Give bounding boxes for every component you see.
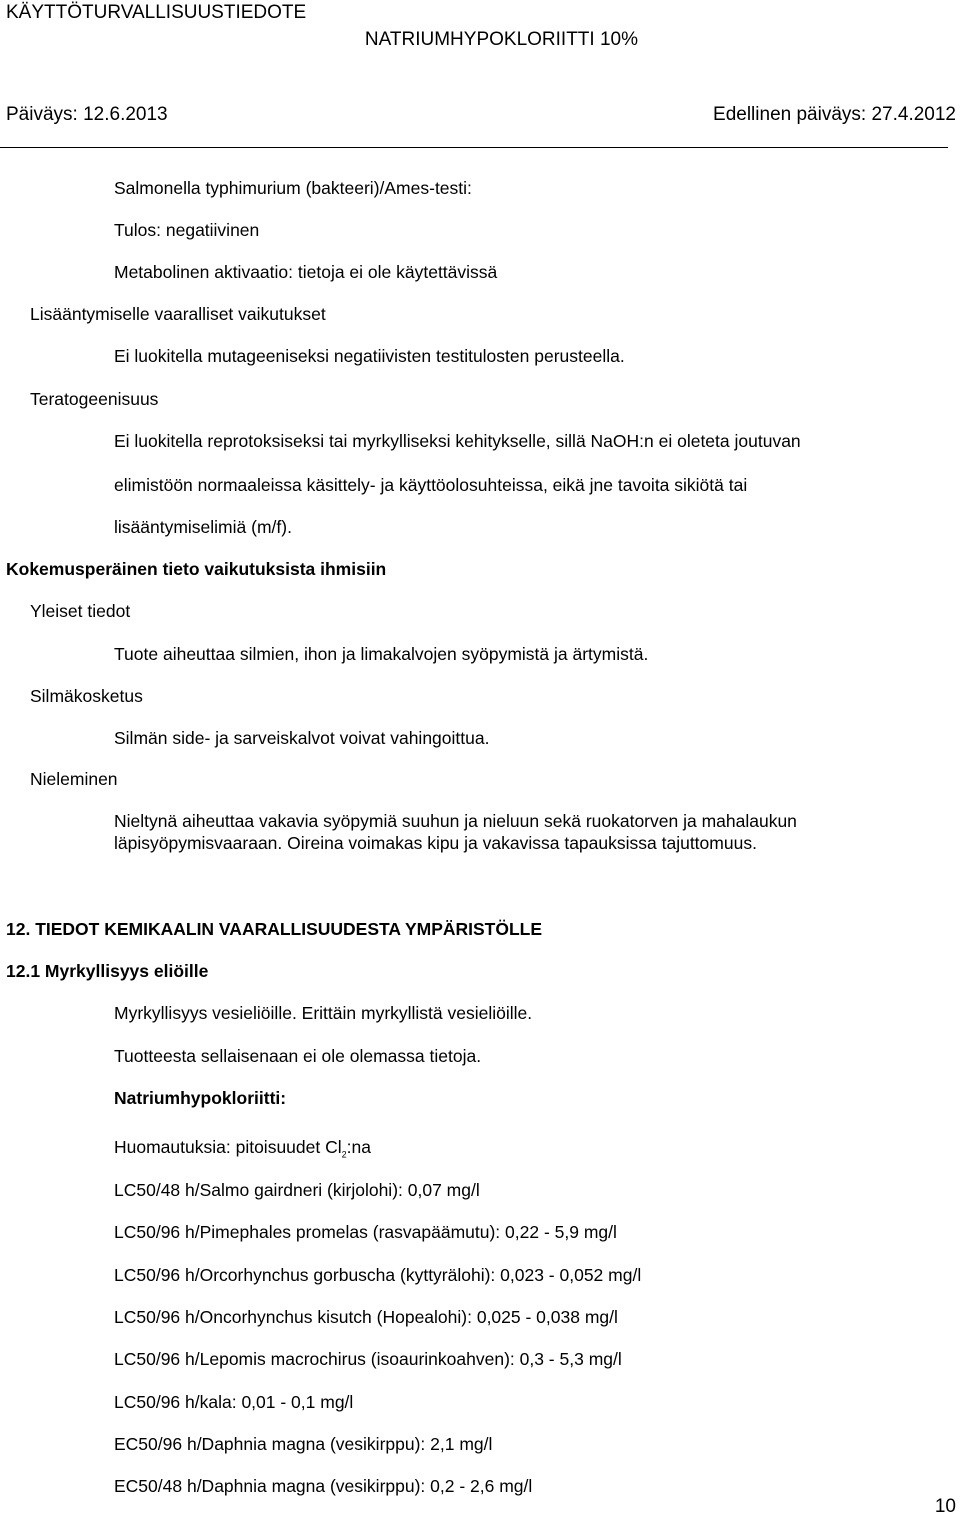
- eye-contact-text: Silmän side- ja sarveiskalvot voivat vahingoittua.: [114, 728, 490, 748]
- product-name: NATRIUMHYPOKLORIITTI 10%: [364, 29, 638, 50]
- teratogenicity-line-1: Ei luokitella reprotoksiseksi tai myrkylliseksi kehitykselle, sillä NaOH:n ei oleteta joutuvan: [114, 431, 801, 451]
- toxicity-value: LC50/96 h/Orcorhynchus gorbuscha (kyttyrälohi): 0,023 - 0,052 mg/l: [114, 1265, 642, 1285]
- teratogenicity-line-3: lisääntymiselimiä (m/f).: [114, 517, 292, 537]
- ingestion-text: Nieltynä aiheuttaa vakavia syöpymiä suuhun ja nieluun sekä ruokatorven ja mahalaukun läpisyöpymisvaaraan. Oireina voimakas kipu ja vakavissa tapauksissa tajuttomuus.: [114, 811, 797, 853]
- substance-heading: Natriumhypokloriitti:: [114, 1088, 287, 1108]
- concentration-note: [114, 1136, 371, 1166]
- toxicity-value: LC50/96 h/Lepomis macrochirus (isoaurinkoahven): 0,3 - 5,3 mg/l: [114, 1349, 622, 1369]
- header-divider: [0, 147, 948, 148]
- ames-test: Salmonella typhimurium (bakteeri)/Ames-testi:: [114, 178, 472, 198]
- reproductive-heading: Lisääntymiselle vaaralliset vaikutukset: [30, 304, 326, 324]
- teratogenicity-heading: Teratogeenisuus: [30, 389, 159, 409]
- section-12-1-heading: 12.1 Myrkyllisyys eliöille: [6, 961, 209, 981]
- ames-result: Tulos: negatiivinen: [114, 220, 260, 240]
- previous-date: Edellinen päiväys: 27.4.2012: [713, 104, 956, 125]
- concentration-note-suffix: :na: [346, 1137, 371, 1157]
- general-info-label: Yleiset tiedot: [30, 601, 131, 621]
- toxicity-value: LC50/96 h/Oncorhynchus kisutch (Hopealohi): 0,025 - 0,038 mg/l: [114, 1307, 618, 1327]
- document-title: KÄYTTÖTURVALLISUUSTIEDOTE: [6, 2, 307, 23]
- toxicity-value: EC50/48 h/Daphnia magna (vesikirppu): 0,2 - 2,6 mg/l: [114, 1476, 533, 1496]
- teratogenicity-line-2: elimistöön normaaleissa käsittely- ja käyttöolosuhteissa, eikä jne tavoita sikiötä tai: [114, 475, 748, 495]
- toxicity-value: EC50/96 h/Daphnia magna (vesikirppu): 2,1 mg/l: [114, 1434, 493, 1454]
- no-product-data-text: Tuotteesta sellaisenaan ei ole olemassa tietoja.: [114, 1046, 482, 1066]
- reproductive-text: Ei luokitella mutageeniseksi negatiivisten testitulosten perusteella.: [114, 346, 625, 366]
- toxicity-value: LC50/96 h/kala: 0,01 - 0,1 mg/l: [114, 1392, 354, 1412]
- section-12-heading: 12. TIEDOT KEMIKAALIN VAARALLISUUDESTA YMPÄRISTÖLLE: [6, 919, 543, 939]
- metabolic-activation: Metabolinen aktivaatio: tietoja ei ole käytettävissä: [114, 262, 498, 282]
- date: Päiväys: 12.6.2013: [6, 104, 168, 125]
- concentration-note-subscript: 2: [341, 1149, 347, 1160]
- general-info-text: Tuote aiheuttaa silmien, ihon ja limakalvojen syöpymistä ja ärtymistä.: [114, 644, 649, 664]
- toxicity-value: LC50/48 h/Salmo gairdneri (kirjolohi): 0,07 mg/l: [114, 1180, 480, 1200]
- page-number: 10: [934, 1496, 956, 1517]
- human-experience-heading: Kokemusperäinen tieto vaikutuksista ihmisiin: [6, 559, 387, 579]
- eye-contact-label: Silmäkosketus: [30, 686, 143, 706]
- toxicity-value: LC50/96 h/Pimephales promelas (rasvapäämutu): 0,22 - 5,9 mg/l: [114, 1222, 617, 1242]
- concentration-note-prefix: Huomautuksia: pitoisuudet Cl: [114, 1137, 342, 1157]
- ingestion-label: Nieleminen: [30, 769, 118, 789]
- aquatic-toxicity-text: Myrkyllisyys vesieliöille. Erittäin myrkyllistä vesieliöille.: [114, 1003, 533, 1023]
